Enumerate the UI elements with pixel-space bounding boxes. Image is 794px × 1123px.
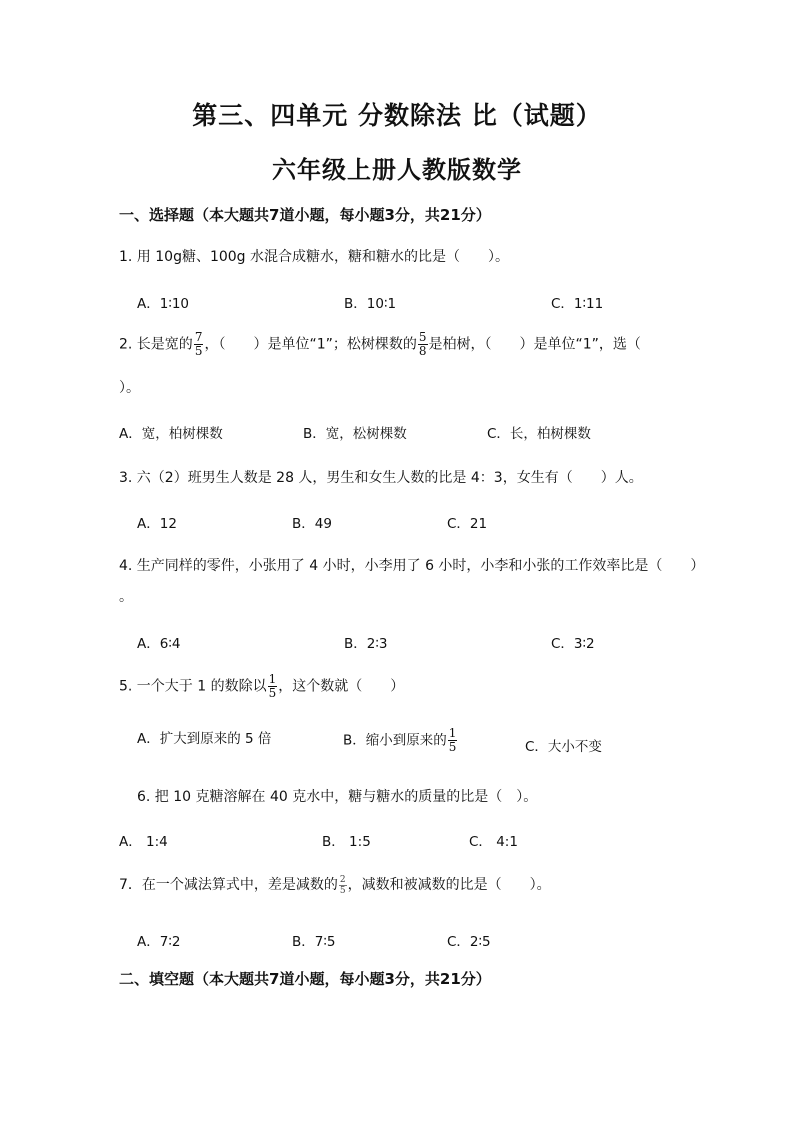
q7-text-part1: 7．在一个减法算式中，差是减数的	[119, 877, 338, 893]
q2-fraction-1-denominator: 5	[194, 344, 203, 358]
page-title: 第三、四单元 分数除法 比（试题）	[192, 101, 602, 130]
q5-option-b-fraction-denominator: 5	[448, 740, 457, 754]
q5-fraction	[268, 673, 278, 700]
question-1: 1. 用 10g糖、100g 水混合成糖水，糖和糖水的比是（ ）。	[119, 249, 510, 265]
q2-text-part1: 2. 长是宽的	[119, 336, 193, 353]
q5-text-part1: 5. 一个大于 1 的数除以	[119, 678, 267, 695]
section-heading-choice: 一、选择题（本大题共7道小题，每小题3分，共21分）	[119, 206, 491, 224]
q5-fraction-numerator: 1	[268, 672, 277, 686]
q5-option-a: A．扩大到原来的 5 倍	[137, 731, 272, 747]
q7-option-b: B．7∶5	[292, 934, 336, 950]
question-4-continued: 。	[119, 589, 133, 605]
q1-option-a: A．1∶10	[137, 296, 190, 312]
q2-fraction-1-numerator: 7	[194, 330, 203, 344]
section-heading-fill-in: 二、填空题（本大题共7道小题，每小题3分，共21分）	[119, 970, 491, 988]
q2-fraction-2-numerator: 5	[418, 330, 427, 344]
q2-fraction-1	[194, 331, 204, 358]
q7-fraction-denominator: 5	[339, 885, 346, 896]
question-3: 3. 六（2）班男生人数是 28 人，男生和女生人数的比是 4：3，女生有（ ）人。	[119, 470, 643, 486]
page-subtitle: 六年级上册人教版数学	[272, 155, 522, 184]
q2-option-b: B．宽，松树棵数	[303, 426, 407, 442]
question-2	[119, 331, 641, 358]
q5-text-part2: ，这个数就（ ）	[278, 678, 405, 695]
q2-text-part2: ，（ ）是单位“1”；松树棵数的	[204, 336, 417, 353]
q5-option-b-fraction	[448, 727, 458, 754]
q7-text-part2: ，减数和被减数的比是（ ）。	[347, 877, 551, 893]
question-5	[119, 673, 404, 700]
q3-option-b: B．49	[292, 516, 332, 532]
q7-option-c: C．2∶5	[447, 934, 491, 950]
q2-text-part3: 是柏树，（ ）是单位“1”，选（	[428, 336, 641, 353]
q5-option-b	[343, 727, 458, 754]
q1-option-c: C．1∶11	[551, 296, 604, 312]
q6-option-b: B． 1:5	[322, 834, 371, 850]
q7-fraction	[339, 875, 347, 896]
q5-fraction-denominator: 5	[268, 686, 277, 700]
q7-fraction-numerator: 2	[339, 874, 346, 885]
q6-option-c: C． 4:1	[469, 834, 518, 850]
q5-option-b-fraction-numerator: 1	[448, 726, 457, 740]
q7-option-a: A．7∶2	[137, 934, 181, 950]
question-6: 6. 把 10 克糖溶解在 40 克水中，糖与糖水的质量的比是（ ）。	[137, 789, 538, 805]
q3-option-c: C．21	[447, 516, 488, 532]
q6-option-a: A． 1:4	[119, 834, 168, 850]
q2-option-c: C．长，柏树棵数	[487, 426, 591, 442]
question-7	[119, 874, 551, 896]
q3-option-a: A．12	[137, 516, 177, 532]
question-4: 4. 生产同样的零件，小张用了 4 小时，小李用了 6 小时，小李和小张的工作效率比是（ ）	[119, 558, 705, 574]
q1-option-b: B．10∶1	[344, 296, 397, 312]
q2-fraction-2-denominator: 8	[418, 344, 427, 358]
q5-option-b-text: B．缩小到原来的	[343, 732, 447, 749]
q5-option-c: C．大小不变	[525, 739, 602, 755]
q2-fraction-2	[418, 331, 428, 358]
q4-option-b: B．2∶3	[344, 636, 388, 652]
question-2-continued: ）。	[119, 380, 140, 396]
q2-option-a: A．宽，柏树棵数	[119, 426, 223, 442]
q4-option-a: A．6∶4	[137, 636, 181, 652]
q4-option-c: C．3∶2	[551, 636, 595, 652]
